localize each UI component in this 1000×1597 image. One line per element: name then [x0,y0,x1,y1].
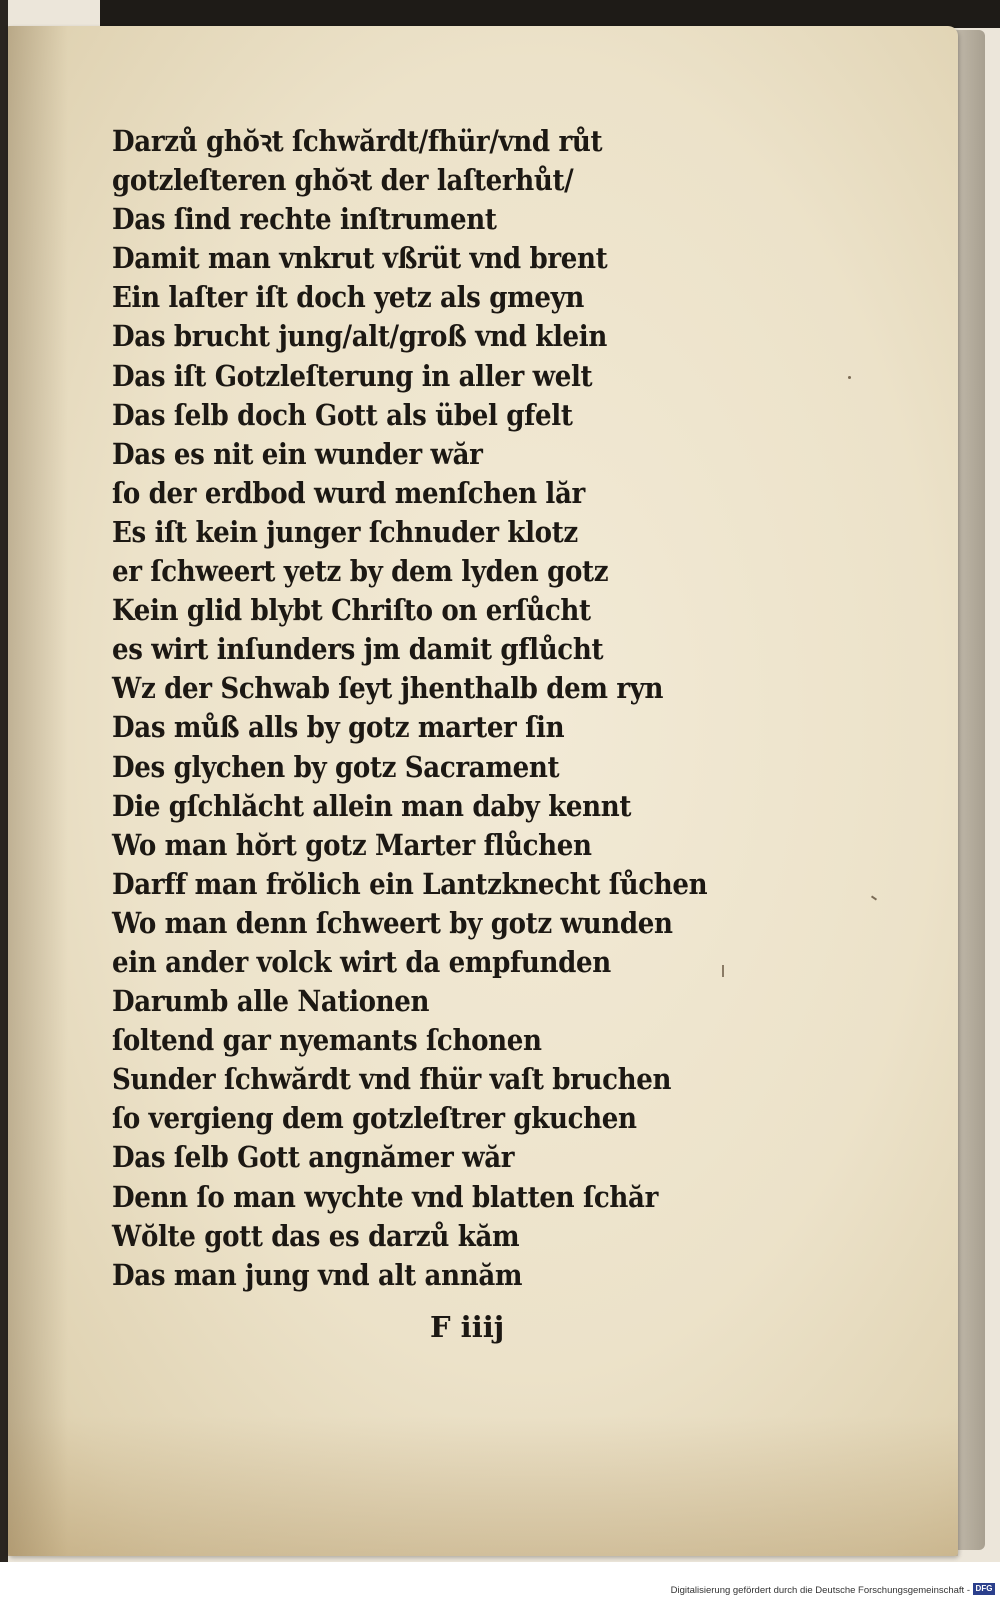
verse-line: Das ſelb doch Gott als übel gfelt [112,397,573,432]
verse-line: Denn ſo man wychte vnd blatten ſchăr [112,1179,658,1214]
verse-line: Sunder ſchwărdt vnd fhür vaſt bruchen [112,1062,672,1097]
verse-line: Damit man vnkrut vßrüt vnd brent [112,241,608,276]
verse-line: es wirt inſunders jm damit gflůcht [112,632,604,667]
verse-line: gotzleſteren ghŏꝛt der laſterhůt/ [112,163,574,198]
funding-credit: Digitalisierung gefördert durch die Deutsche Forschungsgemeinschaft - [670,1585,970,1596]
verse-line: Das ſelb Gott angnămer wăr [112,1140,515,1175]
verse-line: ſoltend gar nyemants ſchonen [112,1023,542,1058]
verse-line: Das iſt Gotzleſterung in aller welt [112,358,593,393]
verse-line: Das es nit ein wunder wăr [112,436,483,471]
verse-line: Das man jung vnd alt annăm [112,1257,523,1292]
verse-line: Ein laſter iſt doch yetz als gmeyn [112,280,585,315]
verse-line: Das brucht jung/alt/groß vnd klein [112,319,607,354]
verse-line: Die gſchlăcht allein man daby kennt [112,788,632,823]
verse-line: Wz der Schwab ſeyt jhenthalb dem ryn [112,671,664,706]
verse-line: Kein glid blybt Chriſto on erſůcht [112,593,591,628]
page-stain-left [8,26,68,1556]
verse-line: Wŏlte gott das es darzů kăm [112,1218,520,1253]
verse-block [112,122,752,1295]
verse-line: Das můß alls by gotz marter ſin [112,710,565,745]
verse-line: Des glychen by gotz Sacrament [112,749,560,784]
paper-speck [848,376,851,379]
verse-line: ein ander volck wirt da empfunden [112,944,611,979]
verse-line: Wo man denn ſchweert by gotz wunden [112,905,673,940]
dfg-logo: DFG [973,1583,995,1595]
verse-line: Darumb alle Nationen [112,984,430,1019]
verse-line: Darzů ghŏꝛt ſchwărdt/fhür/vnd růt [112,124,603,158]
verse-line: er ſchweert yetz by dem lyden gotz [112,554,609,589]
verse-line: Es iſt kein junger ſchnuder klotz [112,514,578,549]
book-left-edge [0,0,8,1565]
signature-mark: F iiij [430,1310,505,1344]
paper-speck [722,965,724,977]
verse-line: ſo der erdbod wurd menſchen lăr [112,475,585,510]
verse-line: Darff man frŏlich ein Lantzknecht ſůchen [112,866,708,901]
top-dark-band [100,0,1000,28]
verse-line: Wo man hŏrt gotz Marter flůchen [112,827,592,862]
verse-line: Das ſind rechte inſtrument [112,202,497,237]
verse-line: ſo vergieng dem gotzleſtrer gkuchen [112,1101,637,1136]
page-stain-bottom [8,1416,958,1556]
